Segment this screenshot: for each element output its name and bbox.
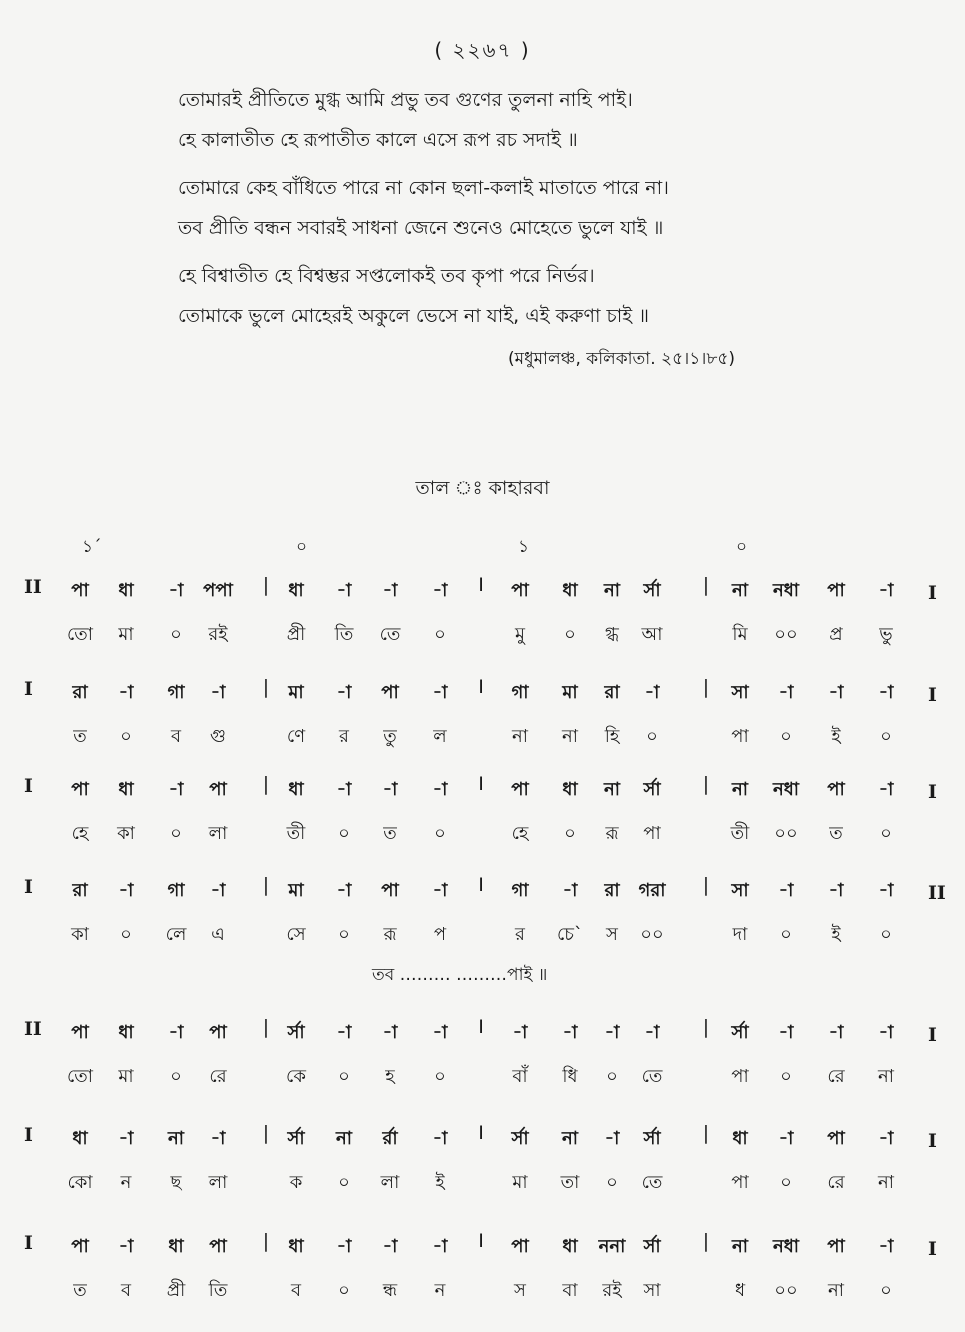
swara-note: না: [168, 1128, 184, 1149]
swara-note: পা: [209, 779, 227, 800]
row-start-mark: II: [24, 576, 42, 598]
swara-note: -া: [432, 1128, 448, 1149]
swara-note: -া: [828, 1022, 844, 1043]
swara-note: পা: [71, 1236, 89, 1257]
swara-note: ননা: [598, 1236, 626, 1257]
swara-note: ধা: [562, 779, 578, 800]
swara-note: পপা: [203, 580, 233, 601]
lyric-syllable: পা: [731, 726, 749, 747]
lyric-syllable: ০: [434, 624, 446, 645]
swara-note: -া: [878, 1128, 894, 1149]
lyric-syllable: মা: [512, 1172, 528, 1193]
lyric-syllable: ০: [434, 1066, 446, 1087]
continuation-line: তব ……… ………পাই ॥: [372, 965, 548, 985]
row-start-mark: I: [24, 775, 33, 797]
row-end-mark: I: [928, 684, 937, 706]
swara-note: র্সা: [511, 1128, 529, 1149]
lyric-syllable: ০০: [640, 924, 664, 945]
swara-note: -া: [168, 1022, 184, 1043]
swara-note: -া: [878, 1236, 894, 1257]
lyric-line-5: হে বিশ্বাতীত হে বিশ্বম্ভর সপ্তলোকই তব কৃপা পরে নির্ভর।: [178, 265, 595, 287]
swara-note: -া: [562, 1022, 578, 1043]
swara-note: রা: [72, 880, 88, 901]
lyric-syllable: স: [606, 924, 618, 945]
bar-line: |: [262, 773, 270, 795]
swara-note: রা: [72, 682, 88, 703]
swara-note: ধা: [72, 1128, 88, 1149]
row-end-mark: I: [928, 1238, 937, 1260]
lyric-line-3: তোমারে কেহ বাঁধিতে পারে না কোন ছলা-কলাই মাতাতে পারে না।: [178, 177, 669, 199]
lyric-syllable: গ্ধ: [605, 624, 619, 645]
swara-note: না: [732, 1236, 748, 1257]
swara-note: -া: [562, 880, 578, 901]
lyric-syllable: এ: [211, 924, 225, 945]
lyric-syllable: ন: [434, 1280, 446, 1301]
lyric-syllable: ভু: [879, 624, 893, 645]
bar-line: |: [702, 1122, 710, 1144]
lyric-syllable: ০: [606, 1172, 618, 1193]
lyric-syllable: না: [878, 1172, 894, 1193]
swara-note: ধা: [288, 779, 304, 800]
swara-note: র্সা: [287, 1128, 305, 1149]
bar-line: I: [478, 1122, 484, 1144]
lyric-syllable: ০: [880, 1280, 892, 1301]
lyric-syllable: ০: [780, 726, 792, 747]
swara-note: -া: [644, 682, 660, 703]
lyric-syllable: তা: [560, 1172, 580, 1193]
row-end-mark: I: [928, 582, 937, 604]
swara-note: -া: [118, 880, 134, 901]
swara-note: পা: [381, 682, 399, 703]
swara-note: -া: [432, 880, 448, 901]
lyric-syllable: কে: [286, 1066, 306, 1087]
lyric-syllable: আ: [641, 624, 663, 645]
swara-note: -া: [512, 1022, 528, 1043]
lyric-syllable: লা: [380, 1172, 400, 1193]
lyric-syllable: ০: [170, 1066, 182, 1087]
swara-note: গা: [511, 682, 529, 703]
swara-note: -া: [878, 1022, 894, 1043]
lyric-syllable: রে: [827, 1172, 845, 1193]
lyric-syllable: কা: [117, 823, 135, 844]
lyric-syllable: ন: [120, 1172, 132, 1193]
lyric-syllable: চে`: [556, 924, 584, 945]
swara-note: -া: [778, 1022, 794, 1043]
swara-note: পা: [209, 1022, 227, 1043]
lyric-syllable: ০: [880, 924, 892, 945]
swara-note: -া: [878, 580, 894, 601]
row-end-mark: II: [928, 882, 946, 904]
swara-note: -া: [828, 880, 844, 901]
swara-note: পা: [381, 880, 399, 901]
lyric-syllable: মা: [118, 624, 134, 645]
lyric-syllable: ত: [383, 823, 397, 844]
lyric-syllable: ব: [170, 726, 182, 747]
bar-line: |: [702, 1230, 710, 1252]
lyric-syllable: কো: [67, 1172, 93, 1193]
lyric-syllable: হে: [71, 823, 89, 844]
lyric-syllable: ব: [120, 1280, 132, 1301]
lyric-syllable: বা: [562, 1280, 578, 1301]
bar-line: |: [702, 676, 710, 698]
lyric-syllable: ধি: [562, 1066, 578, 1087]
lyric-syllable: ই: [435, 1172, 445, 1193]
swara-note: -া: [382, 779, 398, 800]
bar-line: |: [262, 874, 270, 896]
swara-note: পা: [511, 580, 529, 601]
lyric-syllable: ০: [564, 624, 576, 645]
song-number: ( ২২৬৭ ): [434, 38, 531, 62]
swara-note: ধা: [118, 779, 134, 800]
lyric-syllable: ব: [290, 1280, 302, 1301]
bar-line: I: [478, 676, 484, 698]
swara-note: র্সা: [643, 779, 661, 800]
swara-note: -া: [118, 682, 134, 703]
lyric-syllable: ০০: [774, 1280, 798, 1301]
swara-note: -া: [336, 1022, 352, 1043]
swara-note: -া: [432, 580, 448, 601]
lyric-syllable: মা: [118, 1066, 134, 1087]
lyric-syllable: রে: [209, 1066, 227, 1087]
swara-note: র্সা: [731, 1022, 749, 1043]
lyric-syllable: তে: [379, 624, 401, 645]
lyric-syllable: ০০: [774, 624, 798, 645]
swara-note: -া: [336, 880, 352, 901]
lyric-line-6: তোমাকে ভুলে মোহেরই অকুলে ভেসে না যাই, এই করুণা চাই ॥: [178, 305, 649, 327]
bar-line: |: [262, 1230, 270, 1252]
lyric-syllable: রই: [602, 1280, 622, 1301]
swara-note: র্সা: [643, 1128, 661, 1149]
lyric-line-2: হে কালাতীত হে রূপাতীত কালে এসে রূপ রচ সদাই ॥: [178, 129, 578, 151]
swara-note: -া: [878, 880, 894, 901]
swara-note: -া: [336, 779, 352, 800]
lyric-syllable: ণে: [286, 726, 306, 747]
swara-note: -া: [210, 682, 226, 703]
lyric-syllable: ০: [170, 823, 182, 844]
lyric-syllable: পা: [731, 1066, 749, 1087]
lyric-syllable: প্র: [829, 624, 843, 645]
bar-line: I: [478, 574, 484, 596]
swara-note: না: [732, 779, 748, 800]
swara-note: -া: [118, 1236, 134, 1257]
lyric-syllable: ত: [73, 1280, 87, 1301]
row-end-mark: I: [928, 1130, 937, 1152]
lyric-syllable: লা: [208, 1172, 228, 1193]
swara-note: গা: [167, 880, 185, 901]
swara-note: -া: [644, 1022, 660, 1043]
bar-line: |: [702, 874, 710, 896]
swara-note: মা: [288, 880, 304, 901]
lyric-syllable: গু: [210, 726, 226, 747]
lyric-syllable: পা: [731, 1172, 749, 1193]
credit-line: (মধুমালঞ্চ, কলিকাতা. ২৫।১।৮৫): [508, 349, 736, 369]
lyric-syllable: ক: [289, 1172, 303, 1193]
bar-line: I: [478, 1016, 484, 1038]
swara-note: পা: [511, 779, 529, 800]
lyric-syllable: সা: [643, 1280, 661, 1301]
lyric-syllable: মু: [515, 624, 525, 645]
beat-mark-4: ০: [736, 537, 748, 557]
lyric-syllable: ধ: [734, 1280, 746, 1301]
swara-note: মা: [288, 682, 304, 703]
lyric-syllable: তী: [286, 823, 306, 844]
lyric-syllable: হি: [604, 726, 620, 747]
beat-mark-1: ১´: [82, 537, 102, 557]
swara-note: পা: [71, 779, 89, 800]
lyric-syllable: ত: [73, 726, 87, 747]
lyric-syllable: র: [515, 924, 525, 945]
bar-line: I: [478, 874, 484, 896]
lyric-syllable: তো: [66, 624, 94, 645]
lyric-syllable: মি: [732, 624, 748, 645]
swara-note: ধা: [288, 1236, 304, 1257]
lyric-syllable: ত: [829, 823, 843, 844]
lyric-syllable: ০: [120, 726, 132, 747]
lyric-syllable: তো: [66, 1066, 94, 1087]
lyric-syllable: ০: [170, 624, 182, 645]
swara-note: -া: [432, 779, 448, 800]
lyric-syllable: র: [339, 726, 349, 747]
swara-note: গরা: [638, 880, 666, 901]
lyric-syllable: বাঁ: [512, 1066, 528, 1087]
lyric-syllable: লা: [208, 823, 228, 844]
swara-note: -া: [210, 1128, 226, 1149]
swara-note: -া: [382, 580, 398, 601]
lyric-syllable: হে: [511, 823, 529, 844]
lyric-syllable: ০: [780, 924, 792, 945]
lyric-syllable: ০: [338, 924, 350, 945]
row-end-mark: I: [928, 1024, 937, 1046]
swara-note: -া: [168, 779, 184, 800]
lyric-syllable: হ: [385, 1066, 395, 1087]
swara-note: পা: [71, 580, 89, 601]
swara-note: ধা: [118, 580, 134, 601]
swara-note: -া: [432, 682, 448, 703]
swara-note: -া: [778, 880, 794, 901]
swara-note: -া: [210, 880, 226, 901]
lyric-syllable: স: [514, 1280, 526, 1301]
lyric-syllable: না: [562, 726, 578, 747]
swara-note: না: [562, 1128, 578, 1149]
bar-line: I: [478, 773, 484, 795]
lyric-syllable: ০: [564, 823, 576, 844]
swara-note: পা: [827, 1236, 845, 1257]
swara-note: না: [336, 1128, 352, 1149]
lyric-line-1: তোমারই প্রীতিতে মুগ্ধ আমি প্রভু তব গুণের তুলনা নাহি পাই।: [178, 89, 633, 111]
swara-note: -া: [432, 1236, 448, 1257]
lyric-syllable: তু: [383, 726, 397, 747]
lyric-syllable: না: [878, 1066, 894, 1087]
swara-note: নধা: [772, 1236, 800, 1257]
row-start-mark: II: [24, 1018, 42, 1040]
swara-note: রা: [604, 880, 620, 901]
lyric-syllable: তী: [730, 823, 750, 844]
swara-note: -া: [828, 682, 844, 703]
lyric-syllable: ০: [780, 1066, 792, 1087]
swara-note: র্সা: [287, 1022, 305, 1043]
lyric-syllable: সে: [286, 924, 306, 945]
swara-note: সা: [731, 880, 749, 901]
lyric-syllable: তে: [641, 1066, 663, 1087]
swara-note: র্সা: [643, 580, 661, 601]
swara-note: র্রা: [382, 1128, 398, 1149]
lyric-syllable: ই: [831, 924, 841, 945]
lyric-syllable: না: [512, 726, 528, 747]
lyric-syllable: প্রী: [286, 624, 306, 645]
row-start-mark: I: [24, 876, 33, 898]
tala-heading: তাল ঃ কাহারবা: [415, 477, 550, 499]
bar-line: I: [478, 1230, 484, 1252]
row-start-mark: I: [24, 678, 33, 700]
lyric-syllable: ০: [338, 823, 350, 844]
lyric-syllable: ন্ধ: [382, 1280, 398, 1301]
swara-note: -া: [878, 682, 894, 703]
lyric-syllable: ০: [880, 823, 892, 844]
lyric-syllable: ০: [338, 1172, 350, 1193]
swara-note: ধা: [562, 580, 578, 601]
swara-note: না: [732, 580, 748, 601]
swara-note: র্সা: [643, 1236, 661, 1257]
swara-note: ধা: [562, 1236, 578, 1257]
swara-note: -া: [604, 1128, 620, 1149]
swara-note: -া: [336, 682, 352, 703]
swara-note: পা: [209, 1236, 227, 1257]
lyric-syllable: ই: [831, 726, 841, 747]
lyric-syllable: না: [828, 1280, 844, 1301]
lyric-syllable: তে: [641, 1172, 663, 1193]
swara-note: সা: [731, 682, 749, 703]
swara-note: ধা: [118, 1022, 134, 1043]
bar-line: |: [262, 1122, 270, 1144]
bar-line: |: [702, 1016, 710, 1038]
lyric-syllable: ছ: [170, 1172, 182, 1193]
swara-note: মা: [562, 682, 578, 703]
swara-note: না: [604, 779, 620, 800]
lyric-syllable: ০: [606, 1066, 618, 1087]
swara-note: ধা: [168, 1236, 184, 1257]
swara-note: -া: [778, 682, 794, 703]
swara-note: গা: [167, 682, 185, 703]
bar-line: |: [702, 574, 710, 596]
swara-note: -া: [604, 1022, 620, 1043]
lyric-syllable: রই: [208, 624, 228, 645]
swara-note: ধা: [732, 1128, 748, 1149]
row-start-mark: I: [24, 1232, 33, 1254]
swara-note: পা: [511, 1236, 529, 1257]
swara-note: নধা: [772, 779, 800, 800]
lyric-syllable: ০: [880, 726, 892, 747]
swara-note: -া: [336, 1236, 352, 1257]
swara-note: -া: [168, 580, 184, 601]
swara-note: পা: [827, 779, 845, 800]
swara-note: পা: [827, 580, 845, 601]
lyric-syllable: কা: [71, 924, 89, 945]
beat-mark-3: ১: [518, 537, 530, 557]
lyric-syllable: লে: [165, 924, 187, 945]
swara-note: পা: [827, 1128, 845, 1149]
swara-note: রা: [604, 682, 620, 703]
swara-note: -া: [118, 1128, 134, 1149]
lyric-syllable: ০: [338, 1066, 350, 1087]
bar-line: |: [702, 773, 710, 795]
swara-note: পা: [71, 1022, 89, 1043]
swara-note: ধা: [288, 580, 304, 601]
lyric-syllable: ল: [433, 726, 447, 747]
lyric-syllable: রে: [827, 1066, 845, 1087]
swara-note: নধা: [772, 580, 800, 601]
row-end-mark: I: [928, 781, 937, 803]
lyric-syllable: ০: [780, 1172, 792, 1193]
swara-note: -া: [382, 1022, 398, 1043]
swara-note: -া: [878, 779, 894, 800]
lyric-syllable: ০: [646, 726, 658, 747]
swara-note: গা: [511, 880, 529, 901]
lyric-syllable: ০: [338, 1280, 350, 1301]
swara-note: না: [604, 580, 620, 601]
lyric-line-4: তব প্রীতি বন্ধন সবারই সাধনা জেনে শুনেও মোহেতে ভুলে যাই ॥: [178, 217, 664, 239]
lyric-syllable: ০: [434, 823, 446, 844]
row-start-mark: I: [24, 1124, 33, 1146]
bar-line: |: [262, 1016, 270, 1038]
lyric-syllable: ০০: [774, 823, 798, 844]
lyric-syllable: তি: [208, 1280, 228, 1301]
swara-note: -া: [336, 580, 352, 601]
lyric-syllable: রূ: [605, 823, 619, 844]
bar-line: |: [262, 574, 270, 596]
lyric-syllable: রূ: [383, 924, 397, 945]
lyric-syllable: ০: [120, 924, 132, 945]
beat-mark-2: ০: [296, 537, 308, 557]
lyric-syllable: পা: [643, 823, 661, 844]
swara-note: -া: [432, 1022, 448, 1043]
lyric-syllable: দা: [732, 924, 748, 945]
lyric-syllable: প: [433, 924, 447, 945]
lyric-syllable: তি: [334, 624, 354, 645]
swara-note: -া: [382, 1236, 398, 1257]
swara-note: -া: [778, 1128, 794, 1149]
lyric-syllable: প্রী: [166, 1280, 186, 1301]
bar-line: |: [262, 676, 270, 698]
